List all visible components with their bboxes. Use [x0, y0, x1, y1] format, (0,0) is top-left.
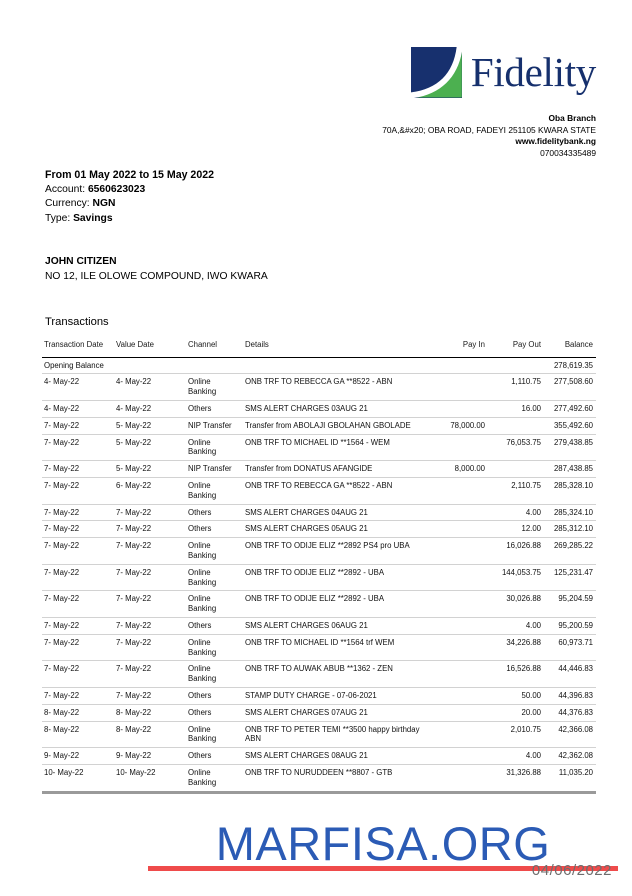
cell-balance: 277,492.60: [544, 400, 596, 417]
cell-details: SMS ALERT CHARGES 08AUG 21: [243, 748, 428, 765]
cell-value-date: 6- May-22: [114, 477, 186, 504]
cell-details: ONB TRF TO ODIJE ELIZ **2892 - UBA: [243, 591, 428, 618]
cell-channel: NIP Transfer: [186, 417, 243, 434]
cell-pay-out: [488, 461, 544, 478]
cell-balance: 60,973.71: [544, 634, 596, 661]
cell-transaction-date: 8- May-22: [42, 721, 114, 748]
cell-pay-in: [428, 374, 488, 401]
table-row: [42, 721, 596, 748]
cell-pay-out: 50.00: [488, 687, 544, 704]
cell-channel: Others: [186, 748, 243, 765]
table-row: [42, 591, 596, 618]
cell-channel: Online Banking: [186, 538, 243, 565]
currency-line: [45, 197, 214, 212]
cell-channel: Others: [186, 704, 243, 721]
cell-value-date: 5- May-22: [114, 461, 186, 478]
cell-transaction-date: 9- May-22: [42, 748, 114, 765]
cell-transaction-date: 7- May-22: [42, 504, 114, 521]
cell-pay-out: 31,326.88: [488, 764, 544, 792]
cell-details: ONB TRF TO ODIJE ELIZ **2892 PS4 pro UBA: [243, 538, 428, 565]
cell-value-date: 8- May-22: [114, 704, 186, 721]
cell-balance: 42,362.08: [544, 748, 596, 765]
col-transaction-date: Transaction Date: [42, 338, 114, 357]
cell-channel: Online Banking: [186, 434, 243, 461]
cell-pay-in: [428, 721, 488, 748]
type-line: [45, 212, 214, 227]
cell-pay-out: 2,010.75: [488, 721, 544, 748]
cell-pay-in: [428, 704, 488, 721]
cell-details: SMS ALERT CHARGES 06AUG 21: [243, 617, 428, 634]
opening-balance-label: Opening Balance: [42, 357, 544, 374]
cell-pay-in: [428, 687, 488, 704]
cell-pay-in: 78,000.00: [428, 417, 488, 434]
cell-value-date: 7- May-22: [114, 504, 186, 521]
cell-details: SMS ALERT CHARGES 04AUG 21: [243, 504, 428, 521]
cell-pay-out: 16,026.88: [488, 538, 544, 565]
cell-pay-in: [428, 564, 488, 591]
col-pay-in: Pay In: [428, 338, 488, 357]
cell-channel: Online Banking: [186, 634, 243, 661]
cell-details: ONB TRF TO NURUDDEEN **8807 - GTB: [243, 764, 428, 792]
cell-balance: 95,200.59: [544, 617, 596, 634]
customer-block: [45, 254, 268, 284]
cell-channel: Online Banking: [186, 564, 243, 591]
table-row: [42, 564, 596, 591]
cell-channel: Others: [186, 521, 243, 538]
cell-details: ONB TRF TO MICHAEL ID **1564 trf WEM: [243, 634, 428, 661]
cell-pay-out: 2,110.75: [488, 477, 544, 504]
cell-pay-in: [428, 434, 488, 461]
cell-pay-out: 34,226.88: [488, 634, 544, 661]
cell-balance: 44,396.83: [544, 687, 596, 704]
cell-value-date: 4- May-22: [114, 400, 186, 417]
cell-transaction-date: 7- May-22: [42, 461, 114, 478]
cell-balance: 285,328.10: [544, 477, 596, 504]
branch-name: Oba Branch: [548, 113, 596, 123]
cell-transaction-date: 7- May-22: [42, 538, 114, 565]
cell-details: SMS ALERT CHARGES 03AUG 21: [243, 400, 428, 417]
account-line: [45, 183, 214, 198]
customer-address: NO 12, ILE OLOWE COMPOUND, IWO KWARA: [45, 271, 268, 282]
bank-logo: [296, 44, 596, 100]
cell-channel: Online Banking: [186, 721, 243, 748]
cell-transaction-date: 7- May-22: [42, 521, 114, 538]
table-row: [42, 704, 596, 721]
cell-balance: 279,438.85: [544, 434, 596, 461]
cell-pay-out: 1,110.75: [488, 374, 544, 401]
watermark-text: MARFISA.ORG: [215, 817, 551, 870]
cell-transaction-date: 7- May-22: [42, 477, 114, 504]
cell-balance: 125,231.47: [544, 564, 596, 591]
table-row: [42, 477, 596, 504]
cell-pay-in: 8,000.00: [428, 461, 488, 478]
cell-balance: 269,285.22: [544, 538, 596, 565]
cell-value-date: 7- May-22: [114, 687, 186, 704]
cell-pay-in: [428, 661, 488, 688]
cell-balance: 287,438.85: [544, 461, 596, 478]
cell-value-date: 8- May-22: [114, 721, 186, 748]
cell-pay-out: 76,053.75: [488, 434, 544, 461]
cell-pay-in: [428, 477, 488, 504]
cell-pay-out: 4.00: [488, 504, 544, 521]
opening-balance-value: 278,619.35: [544, 357, 596, 374]
cell-channel: Others: [186, 617, 243, 634]
cell-details: Transfer from ABOLAJI GBOLAHAN GBOLADE: [243, 417, 428, 434]
table-row: [42, 417, 596, 434]
cell-pay-in: [428, 538, 488, 565]
cell-details: ONB TRF TO ODIJE ELIZ **2892 - UBA: [243, 564, 428, 591]
cell-value-date: 5- May-22: [114, 434, 186, 461]
cell-balance: 285,312.10: [544, 521, 596, 538]
cell-channel: Online Banking: [186, 661, 243, 688]
cell-value-date: 10- May-22: [114, 764, 186, 792]
currency-label: Currency:: [45, 198, 90, 210]
cell-value-date: 7- May-22: [114, 591, 186, 618]
statement-meta: [45, 168, 214, 226]
col-details: Details: [243, 338, 428, 357]
table-row: [42, 634, 596, 661]
cell-balance: 44,376.83: [544, 704, 596, 721]
cell-pay-in: [428, 634, 488, 661]
table-row: [42, 661, 596, 688]
cell-transaction-date: 7- May-22: [42, 634, 114, 661]
cell-channel: Online Banking: [186, 764, 243, 792]
customer-name: JOHN CITIZEN: [45, 256, 117, 267]
cell-transaction-date: 7- May-22: [42, 591, 114, 618]
cell-value-date: 7- May-22: [114, 564, 186, 591]
cell-pay-out: 16,526.88: [488, 661, 544, 688]
cell-value-date: 7- May-22: [114, 538, 186, 565]
account-label: Account:: [45, 183, 86, 195]
type-value: Savings: [73, 212, 113, 224]
col-pay-out: Pay Out: [488, 338, 544, 357]
cell-details: SMS ALERT CHARGES 07AUG 21: [243, 704, 428, 721]
cell-balance: 285,324.10: [544, 504, 596, 521]
account-value: 6560623023: [87, 183, 146, 195]
watermark-date: 04/06/2022: [531, 862, 612, 879]
cell-balance: 42,366.08: [544, 721, 596, 748]
table-row: [42, 521, 596, 538]
cell-details: ONB TRF TO REBECCA GA **8522 - ABN: [243, 374, 428, 401]
cell-pay-in: [428, 504, 488, 521]
cell-transaction-date: 7- May-22: [42, 564, 114, 591]
bank-name-wordmark: Fidelity: [470, 48, 596, 95]
bank-phone: 070034335489: [540, 147, 596, 158]
cell-balance: 11,035.20: [544, 764, 596, 792]
opening-balance-row: [42, 357, 596, 374]
statement-period: From 01 May 2022 to 15 May 2022: [45, 169, 215, 181]
cell-details: SMS ALERT CHARGES 05AUG 21: [243, 521, 428, 538]
cell-details: ONB TRF TO REBECCA GA **8522 - ABN: [243, 477, 428, 504]
cell-channel: Others: [186, 400, 243, 417]
col-channel: Channel: [186, 338, 243, 357]
cell-value-date: 7- May-22: [114, 634, 186, 661]
cell-balance: 277,508.60: [544, 374, 596, 401]
cell-transaction-date: 7- May-22: [42, 617, 114, 634]
cell-value-date: 7- May-22: [114, 617, 186, 634]
cell-pay-in: [428, 764, 488, 792]
cell-transaction-date: 10- May-22: [42, 764, 114, 792]
table-row: [42, 504, 596, 521]
currency-value: NGN: [92, 198, 116, 210]
cell-pay-out: 12.00: [488, 521, 544, 538]
cell-details: ONB TRF TO PETER TEMI **3500 happy birthday ABN: [243, 721, 428, 748]
table-row: [42, 687, 596, 704]
type-label: Type:: [45, 212, 71, 224]
table-row: [42, 374, 596, 401]
cell-pay-out: 4.00: [488, 617, 544, 634]
transactions-title: Transactions: [45, 316, 109, 328]
bank-website: www.fidelitybank.ng: [515, 136, 596, 146]
cell-channel: Others: [186, 687, 243, 704]
cell-channel: Online Banking: [186, 477, 243, 504]
cell-pay-in: [428, 617, 488, 634]
cell-transaction-date: 7- May-22: [42, 417, 114, 434]
table-row: [42, 748, 596, 765]
cell-channel: NIP Transfer: [186, 461, 243, 478]
cell-details: ONB TRF TO MICHAEL ID **1564 - WEM: [243, 434, 428, 461]
cell-transaction-date: 4- May-22: [42, 400, 114, 417]
cell-value-date: 9- May-22: [114, 748, 186, 765]
cell-transaction-date: 8- May-22: [42, 704, 114, 721]
cell-details: ONB TRF TO AUWAK ABUB **1362 - ZEN: [243, 661, 428, 688]
fidelity-logo-mark-icon: [411, 47, 462, 98]
cell-pay-in: [428, 748, 488, 765]
cell-balance: 95,204.59: [544, 591, 596, 618]
table-row: [42, 617, 596, 634]
cell-value-date: 5- May-22: [114, 417, 186, 434]
cell-pay-in: [428, 400, 488, 417]
cell-details: Transfer from DONATUS AFANGIDE: [243, 461, 428, 478]
table-row: [42, 434, 596, 461]
cell-pay-out: 16.00: [488, 400, 544, 417]
cell-pay-out: 30,026.88: [488, 591, 544, 618]
cell-pay-out: 4.00: [488, 748, 544, 765]
cell-channel: Others: [186, 504, 243, 521]
table-row: [42, 538, 596, 565]
cell-channel: Online Banking: [186, 591, 243, 618]
cell-pay-in: [428, 591, 488, 618]
cell-transaction-date: 7- May-22: [42, 434, 114, 461]
col-balance: Balance: [544, 338, 596, 357]
branch-address: 70A,&#x20; OBA ROAD, FADEYI 251105 KWARA STATE: [382, 124, 596, 135]
table-row: [42, 400, 596, 417]
cell-balance: 44,446.83: [544, 661, 596, 688]
cell-pay-out: 144,053.75: [488, 564, 544, 591]
cell-transaction-date: 4- May-22: [42, 374, 114, 401]
cell-pay-out: 20.00: [488, 704, 544, 721]
cell-transaction-date: 7- May-22: [42, 687, 114, 704]
table-row: [42, 764, 596, 792]
cell-channel: Online Banking: [186, 374, 243, 401]
cell-pay-in: [428, 521, 488, 538]
cell-value-date: 4- May-22: [114, 374, 186, 401]
transactions-table: [42, 338, 596, 794]
transactions-body: [42, 357, 596, 792]
table-row: [42, 461, 596, 478]
cell-transaction-date: 7- May-22: [42, 661, 114, 688]
branch-info: [296, 113, 596, 159]
cell-balance: 355,492.60: [544, 417, 596, 434]
table-header-row: [42, 338, 596, 357]
cell-value-date: 7- May-22: [114, 661, 186, 688]
bank-header: [296, 44, 596, 159]
watermark: [148, 817, 618, 879]
cell-pay-out: [488, 417, 544, 434]
col-value-date: Value Date: [114, 338, 186, 357]
cell-value-date: 7- May-22: [114, 521, 186, 538]
cell-details: STAMP DUTY CHARGE - 07-06-2021: [243, 687, 428, 704]
